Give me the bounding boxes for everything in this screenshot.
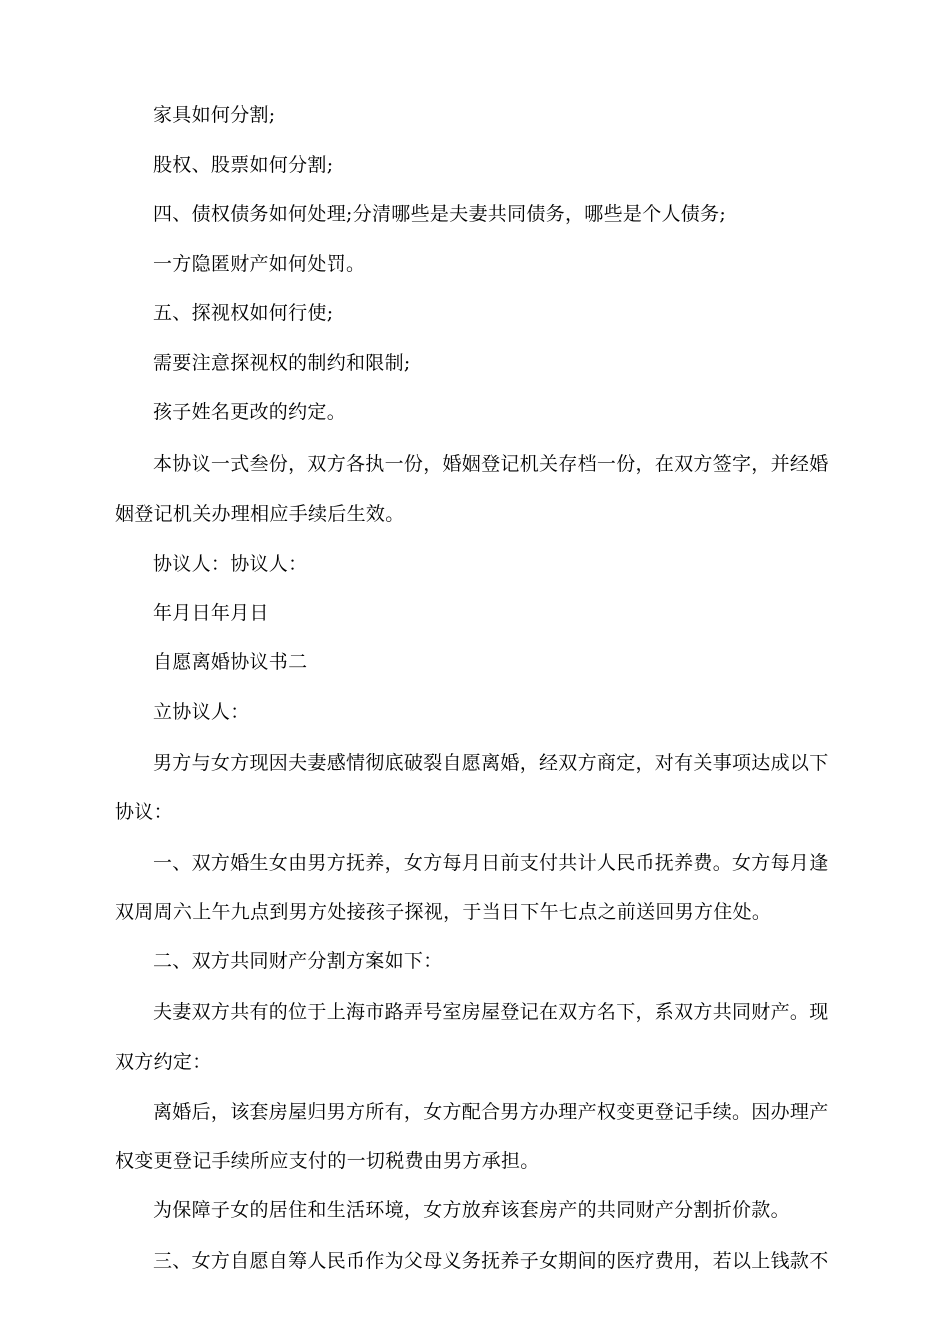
text-line: 本协议一式叁份，双方各执一份，婚姻登记机关存档一份，在双方签字，并经婚	[153, 453, 829, 475]
text-line: 双周周六上午九点到男方处接孩子探视，于当日下午七点之前送回男方住处。	[115, 901, 772, 923]
text-line: 夫妻双方共有的位于上海市路弄号室房屋登记在双方名下，系双方共同财产。现	[153, 1001, 829, 1023]
text-line: 二、双方共同财产分割方案如下：	[153, 950, 443, 972]
text-line: 一方隐匿财产如何处罚。	[153, 253, 366, 275]
text-line: 四、债权债务如何处理;分清哪些是夫妻共同债务，哪些是个人债务;	[153, 203, 727, 225]
text-line: 离婚后，该套房屋归男方所有，女方配合男方办理产权变更登记手续。因办理产	[153, 1101, 829, 1123]
text-line: 孩子姓名更改的约定。	[153, 401, 347, 423]
text-line: 协议：	[115, 801, 173, 823]
text-line: 为保障子女的居住和生活环境，女方放弃该套房产的共同财产分割折价款。	[153, 1199, 790, 1221]
text-line: 需要注意探视权的制约和限制;	[153, 352, 411, 374]
text-line: 自愿离婚协议书二	[153, 651, 308, 673]
text-line: 双方约定：	[115, 1051, 212, 1073]
text-line: 股权、股票如何分割;	[153, 154, 334, 176]
text-line: 男方与女方现因夫妻感情彻底破裂自愿离婚，经双方商定，对有关事项达成以下	[153, 752, 829, 774]
text-line: 家具如何分割;	[153, 104, 276, 126]
text-line: 协议人：协议人：	[153, 553, 308, 575]
text-line: 年月日年月日	[153, 602, 269, 624]
text-line: 五、探视权如何行使;	[153, 302, 334, 324]
text-line: 三、女方自愿自筹人民币作为父母义务抚养子女期间的医疗费用，若以上钱款不	[153, 1250, 829, 1272]
text-line: 权变更登记手续所应支付的一切税费由男方承担。	[115, 1150, 540, 1172]
text-line: 立协议人：	[153, 701, 250, 723]
text-line: 姻登记机关办理相应手续后生效。	[115, 503, 405, 525]
text-line: 一、双方婚生女由男方抚养，女方每月日前支付共计人民币抚养费。女方每月逢	[153, 852, 829, 874]
